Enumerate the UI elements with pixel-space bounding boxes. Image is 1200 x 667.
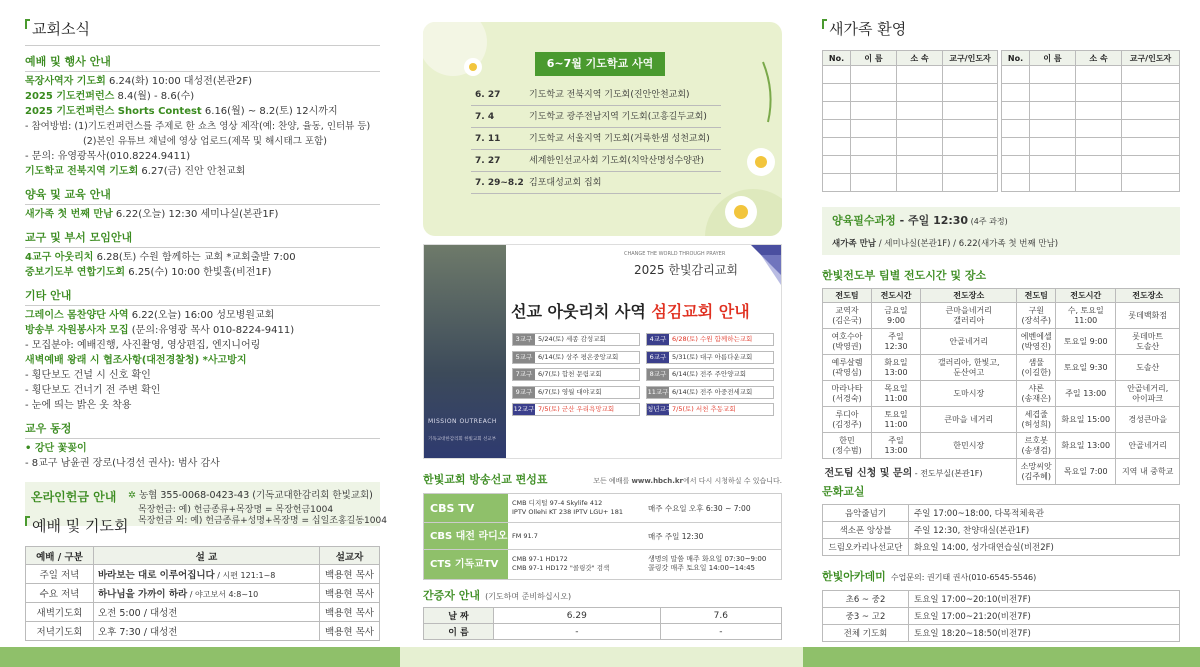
table-row (823, 625, 1180, 642)
outreach-detail: 6/14(토) 전주 주안양교회 (672, 370, 747, 378)
academy-schedule: 토요일 17:00~20:10(비전7F) (909, 591, 1180, 608)
witness-name: - (660, 624, 781, 640)
worship-section (25, 515, 380, 641)
witness-title: 간증자 안내 (423, 589, 480, 602)
church-news-title: 교회소식 (25, 18, 385, 39)
outreach-detail: 6/7(토) 합천 문림교회 (538, 370, 602, 378)
table-row (26, 565, 380, 584)
mission-title-b: 섬김교회 안내 (651, 302, 750, 321)
evangelism-cell: 한민시장 (921, 433, 1017, 459)
header-name: 이 름 (1030, 51, 1076, 66)
account-owner: (기독교대한감리회 한빛교회) (252, 490, 373, 501)
broadcast-table (423, 493, 782, 580)
newcomer-title: 새가족 환영 (822, 18, 1180, 39)
evangelism-cell: 롯데백화점 (1116, 303, 1180, 329)
members-heading: 교우 동정 (25, 422, 72, 435)
nurture-1-name: 새가족 첫 번째 만남 (25, 209, 113, 220)
witness-header-date: 날 짜 (424, 608, 494, 624)
mission-outreach-label: MISSION OUTREACH (428, 418, 497, 425)
newcomer-meet-detail: / 세미나실(본관1F) / 6.22(새가족 첫 번째 만남) (876, 239, 1059, 249)
class-schedule: 주일 12:30, 찬양대실(본관1F) (909, 522, 1180, 539)
evangelism-cell: 안골네거리 (1116, 433, 1180, 459)
outreach-group: 9교구 (513, 387, 535, 398)
prayer-school-list (471, 84, 721, 194)
header-group: 소 속 (1076, 51, 1122, 66)
worship-type: 주일 저녁 (26, 565, 94, 584)
outreach-right-list (646, 333, 774, 421)
table-row (424, 494, 781, 523)
evangelism-title: 한빛전도부 팀별 전도시간 및 장소 (822, 269, 987, 282)
outreach-left-list (512, 333, 640, 421)
outreach-detail: 5/24(토) 세종 감성교회 (538, 335, 606, 343)
etc-3-line-1: - 횡단보도 건널 시 신호 확인 (25, 370, 151, 381)
etc-2-detail: (문의:유영광 목사 010-8224-9411) (131, 325, 295, 336)
preacher: 백용현 목사 (320, 622, 380, 641)
bank-icon: ✲ (128, 490, 136, 501)
outreach-detail: 6/14(토) 전주 아중전세교회 (672, 387, 753, 396)
event-4-detail: 6.27(금) 진안 안천교회 (141, 166, 246, 177)
event-2-detail: 8.4(월) - 8.6(수) (117, 91, 195, 102)
evangelism-cell: 루디아 (김정주) (823, 407, 872, 433)
evangelism-header: 전도시간 (1056, 289, 1116, 303)
evangelism-cell: 주일 12:30 (872, 329, 921, 355)
evangelism-header: 전도장소 (1116, 289, 1180, 303)
table-row (823, 459, 1180, 485)
etc-3-line-3: - 눈에 띄는 밝은 옷 착용 (25, 400, 132, 411)
newcomer-meet-label: 새가족 만남 (832, 239, 877, 249)
academy-contact: 수업문의: 권기태 권사(010-6545-5546) (890, 573, 1037, 582)
mission-dept-label: 기독교대한감리회 한빛교회 선교부 (428, 437, 497, 442)
nurture-heading: 양육 및 교육 안내 (25, 188, 111, 201)
evangelism-cell: 도마시장 (921, 381, 1017, 407)
list-item (471, 128, 721, 150)
newcomer-section (822, 18, 1180, 192)
mission-title-a: 선교 아웃리치 사역 (511, 302, 652, 321)
evangelism-cell: 도솔산 (1116, 355, 1180, 381)
school-event: 기도학교 광주전남지역 기도회(고흥길두교회) (529, 112, 707, 122)
table-row (823, 381, 1180, 407)
list-item (512, 368, 640, 381)
evangelism-cell: 토요일 9:00 (1056, 329, 1116, 355)
website-link[interactable]: www.hbch.kr (631, 477, 683, 485)
evangelism-cell: 주일 13:00 (872, 433, 921, 459)
broadcast-note-c: 에서 다시 시청하실 수 있습니다. (682, 477, 782, 485)
class-name: 색소폰 앙상블 (823, 522, 909, 539)
class-name: 음악줄넘기 (823, 505, 909, 522)
evangelism-cell: 주일 13:00 (1056, 381, 1116, 407)
table-row (26, 584, 380, 603)
list-item (646, 403, 774, 416)
header-guide: 교구/인도자 (1122, 51, 1180, 66)
evangelism-cell: 큰마을네거리 갤러리아 (921, 303, 1017, 329)
list-item (471, 150, 721, 172)
outreach-group: 11교구 (647, 387, 669, 396)
worship-type: 새벽기도회 (26, 603, 94, 622)
newcomer-table-left (822, 50, 998, 192)
table-row (424, 550, 781, 579)
table-row (823, 539, 1180, 556)
etc-1-detail: 6.22(오늘) 16:00 성모병원교회 (131, 310, 275, 321)
event-3-method-2: (2)본인 유튜브 채널에 영상 업로드(제목 및 해시태그 포함) (83, 136, 327, 147)
dept-1-name: 4교구 아웃리치 (25, 252, 94, 263)
evangelism-cell: 토요일 9:30 (1056, 355, 1116, 381)
evangelism-table (822, 288, 1180, 485)
evangelism-cell: 마라나타 (서경숙) (823, 381, 872, 407)
event-3-method-1: - 참여방법: (1)기도컨퍼런스를 주제로 한 쇼츠 영상 제작(예: 찬양, 율동, 인터뷰 등) (25, 121, 371, 132)
corner-decoration (741, 245, 781, 305)
prayer-school-card (423, 22, 782, 236)
table-row (26, 603, 380, 622)
list-item (646, 386, 774, 399)
school-date: 7. 11 (475, 134, 501, 144)
outreach-group: 12교구 (513, 405, 535, 413)
witness-table (423, 607, 782, 640)
dept-1-detail: 6.28(토) 수원 함께하는 교회 *교회출발 7:00 (96, 252, 296, 263)
evangelism-cell: 소망씨앗 (김주혜) (1017, 459, 1056, 485)
evangelism-cell: 토요일 11:00 (872, 407, 921, 433)
evangelism-cell: 안골네거리 (921, 329, 1017, 355)
outreach-group: 8교구 (647, 369, 669, 380)
preacher: 백용현 목사 (320, 584, 380, 603)
class-schedule: 화요일 14:00, 성가대연습실(비전2F) (909, 539, 1180, 556)
offering-line-1: 목장헌금: 예) 헌금종류+목장명 = 목장헌금1004 (138, 505, 334, 515)
church-news-column (25, 0, 385, 471)
training-weeks: (4주 과정) (968, 217, 1008, 226)
evangelism-cell: 화요일 15:00 (1056, 407, 1116, 433)
worship-time: 오전 5:00 / 대성전 (98, 608, 178, 619)
table-row (823, 303, 1180, 329)
preacher: 백용현 목사 (320, 603, 380, 622)
etc-3-name: 새벽예배 왕래 시 협조사항(대전경찰청) *사고방지 (25, 355, 247, 366)
event-3-detail: 6.16(월) ~ 8.2(토) 12시까지 (204, 106, 338, 117)
evangelism-cell: 교역자 (김은국) (823, 303, 872, 329)
list-item (471, 84, 721, 106)
evangelism-cell: 롯데마트 도솔산 (1116, 329, 1180, 355)
witness-name: - (494, 624, 661, 640)
list-item (512, 386, 640, 399)
evangelism-cell: 르호봇 (송생검) (1017, 433, 1056, 459)
school-event: 세계한인선교사회 기도회(치악산명성수양관) (529, 156, 705, 166)
list-item (646, 368, 774, 381)
event-3-contact: - 문의: 유영광목사(010.8224.9411) (25, 151, 191, 162)
evangelism-cell: 한민 (정수범) (823, 433, 872, 459)
evangelism-header: 전도팀 (823, 289, 872, 303)
table-row (823, 522, 1180, 539)
evangelism-cell: 세겹줄 (허성희) (1017, 407, 1056, 433)
evangelism-section (822, 267, 1180, 485)
school-date: 7. 27 (475, 156, 501, 166)
school-event: 김포대성교회 집회 (529, 178, 602, 188)
evangelism-cell: 큰마을 네거리 (921, 407, 1017, 433)
class-name: 드림오카리나선교단 (823, 539, 909, 556)
etc-3-line-2: - 횡단보도 건너기 전 주변 확인 (25, 385, 161, 396)
etc-1-name: 그레이스 몸찬양단 사역 (25, 310, 129, 321)
channel-info: FM 91.7 (512, 532, 538, 540)
table-row (424, 523, 781, 550)
broadcast-time: 매주 주일 12:30 (648, 532, 704, 541)
table-row (823, 329, 1180, 355)
broadcast-note-a: 모든 예배를 (593, 477, 632, 485)
broadcast-section (423, 471, 782, 580)
academy-title: 한빛아카데미 (822, 570, 886, 583)
outreach-group: 3교구 (513, 334, 535, 345)
offering-line-2: 목장헌금 외: 예) 헌금종류+성명+목장명 = 십일조홍길동1004 (138, 516, 387, 526)
list-item (471, 106, 721, 128)
school-date: 7. 4 (475, 112, 495, 122)
header-no: No. (1002, 51, 1030, 66)
witness-header-name: 이 름 (424, 624, 494, 640)
header-name: 이 름 (851, 51, 897, 66)
mission-photo (424, 245, 506, 459)
school-date: 7. 29~8.2 (475, 178, 524, 188)
event-4-name: 기도학교 전북지역 기도회 (25, 166, 139, 177)
witness-section (423, 584, 782, 640)
evangelism-cell: 에벤에셀 (박영진) (1017, 329, 1056, 355)
evangelism-apply-detail: - 전도부실(본관1F) (912, 469, 983, 479)
evangelism-cell: 안골네거리, 아이파크 (1116, 381, 1180, 407)
training-time: - 주일 12:30 (895, 214, 969, 227)
witness-date: 6.29 (494, 608, 661, 624)
outreach-detail: 6/7(토) 영월 대야교회 (538, 387, 602, 396)
etc-heading: 기타 안내 (25, 289, 72, 302)
evangelism-cell: 목요일 11:00 (872, 381, 921, 407)
dept-heading: 교구 및 부서 모임안내 (25, 231, 133, 244)
evangelism-cell: 예루살렘 (곽영심) (823, 355, 872, 381)
list-item (512, 403, 640, 416)
nurture-1-detail: 6.22(오늘) 12:30 세미나실(본관1F) (115, 209, 279, 220)
academy-grade: 중3 ~ 고2 (823, 608, 909, 625)
outreach-group: 7교구 (513, 369, 535, 380)
worship-title: 예배 및 기도회 (25, 515, 380, 536)
channel-info: CMB 97-1 HD172 "콜링갓" 검색 (512, 564, 610, 572)
sermon-title: 하나님을 가까이 하라 (98, 589, 188, 600)
header-guide: 교구/인도자 (943, 51, 998, 66)
event-1-detail: 6.24(화) 10:00 대성전(본관2F) (108, 76, 253, 87)
outreach-detail: 6/28(토) 수원 함께하는교회 (672, 335, 753, 343)
evangelism-cell: 여호수아 (박영권) (823, 329, 872, 355)
table-row (823, 355, 1180, 381)
sermon-ref: / 시편 121:1~8 (214, 571, 276, 580)
culture-table (822, 504, 1180, 556)
members-1-detail: - 8교구 남윤권 장로(나경선 권사): 범사 감사 (25, 458, 220, 469)
outreach-group: 5교구 (513, 352, 535, 363)
worship-header-preacher: 설교자 (320, 547, 380, 565)
evangelism-cell: 목요일 7:00 (1056, 459, 1116, 485)
evangelism-apply-label: 전도팀 신청 및 문의 (824, 468, 913, 480)
class-schedule: 주일 17:00~18:00, 다목적체육관 (909, 505, 1180, 522)
mission-church: 2025 한빛감리교회 (634, 263, 738, 277)
newcomer-table-right (1001, 50, 1180, 192)
worship-header-type: 예배 / 구분 (26, 547, 94, 565)
table-row (823, 407, 1180, 433)
broadcast-title: 한빛교회 방송선교 편성표 (423, 473, 548, 486)
evangelism-cell: 구원 (장석주) (1017, 303, 1056, 329)
training-box (822, 207, 1180, 255)
footer-bar-middle (400, 647, 803, 667)
evangelism-cell: 금요일 9:00 (872, 303, 921, 329)
school-date: 6. 27 (475, 90, 501, 100)
evangelism-cell: 화요일 13:00 (1056, 433, 1116, 459)
event-1-name: 목장사역자 기도회 (25, 76, 106, 87)
worship-table (25, 546, 380, 641)
evangelism-header: 전도팀 (1017, 289, 1056, 303)
academy-schedule: 토요일 17:00~21:20(비전7F) (909, 608, 1180, 625)
header-no: No. (823, 51, 851, 66)
outreach-detail: 6/14(토) 상주 평온중앙교회 (538, 352, 619, 361)
evangelism-cell: 경성큰마을 (1116, 407, 1180, 433)
channel-info: CMB 97-1 HD172 (512, 555, 568, 563)
preacher: 백용현 목사 (320, 565, 380, 584)
event-2-name: 2025 기도컨퍼런스 (25, 91, 115, 102)
sermon-ref: / 야고보서 4:8~10 (187, 590, 259, 599)
witness-date: 7.6 (660, 608, 781, 624)
channel-name: CTS 기독교TV (424, 550, 508, 579)
broadcast-time: 생명의 말씀 매주 화요일 07:30~9:00 (648, 555, 767, 563)
channel-info: IPTV Ollehi KT 238 IPTV LGU+ 181 (512, 508, 623, 516)
footer-bar-left (0, 647, 400, 667)
table-row (823, 591, 1180, 608)
academy-table (822, 590, 1180, 642)
channel-info: CMB 디지털 97-4 Skylife 412 (512, 499, 603, 507)
dept-2-detail: 6.25(수) 10:00 한빛홀(비전1F) (128, 267, 272, 278)
academy-grade: 전체 기도회 (823, 625, 909, 642)
list-item (646, 351, 774, 364)
mission-tagline: CHANGE THE WORLD THROUGH PRAYER (624, 251, 726, 257)
evangelism-cell: 샘물 (이길한) (1017, 355, 1056, 381)
list-item (471, 172, 721, 194)
evangelism-header: 전도시간 (872, 289, 921, 303)
members-1-name: • 강단 꽃꽂이 (25, 443, 87, 454)
etc-2-name: 방송부 자원봉사자 모집 (25, 325, 129, 336)
academy-schedule: 토요일 18:20~18:50(비전7F) (909, 625, 1180, 642)
evangelism-header: 전도장소 (921, 289, 1017, 303)
culture-section (822, 483, 1180, 556)
broadcast-time: 콜링갓 매주 토요일 14:00~14:45 (648, 564, 755, 572)
table-row (823, 433, 1180, 459)
mission-outreach-card (423, 244, 782, 459)
event-3-name: 2025 기도컨퍼런스 Shorts Contest (25, 106, 202, 117)
events-heading: 예배 및 행사 안내 (25, 55, 111, 68)
outreach-detail: 7/5(토) 서천 추동교회 (672, 405, 736, 413)
sermon-title: 바라보는 대로 이루어집니다 (98, 570, 215, 581)
list-item (512, 351, 640, 364)
prayer-school-title: 6~7월 기도학교 사역 (535, 52, 665, 76)
school-event: 기도학교 서울지역 기도회(거룩한샘 성천교회) (529, 134, 710, 144)
table-row (823, 608, 1180, 625)
bank-account: 농협 355-0068-0423-43 (139, 490, 250, 501)
outreach-detail: 7/5(토) 군산 우리욕망교회 (538, 405, 615, 413)
evangelism-cell: 수, 토요일 11:00 (1056, 303, 1116, 329)
etc-2-fields: - 모집분야: 예배진행, 사진촬영, 영상편집, 엔지니어링 (25, 340, 261, 351)
worship-header-sermon: 설 교 (94, 547, 320, 565)
worship-type: 저녁기도회 (26, 622, 94, 641)
evangelism-cell: 화요일 13:00 (872, 355, 921, 381)
channel-name: CBS TV (424, 494, 508, 522)
outreach-group: 4교구 (647, 334, 669, 345)
list-item (512, 333, 640, 346)
academy-section (822, 565, 1180, 642)
online-offering-title: 온라인헌금 안내 (31, 490, 117, 504)
evangelism-cell: 지역 내 중학교 (1116, 459, 1180, 485)
academy-grade: 초6 ~ 중2 (823, 591, 909, 608)
dept-2-name: 중보기도부 연합기도회 (25, 267, 126, 278)
outreach-group: 6교구 (647, 352, 669, 363)
school-event: 기도학교 전북지역 기도회(진안안천교회) (529, 90, 690, 100)
evangelism-cell: 갤러리아, 한빛고, 둔산여고 (921, 355, 1017, 381)
outreach-group: 청년교구 (647, 405, 673, 413)
header-group: 소 속 (897, 51, 943, 66)
broadcast-time: 매주 수요일 오후 6:30 ~ 7:00 (648, 504, 751, 513)
table-row (26, 622, 380, 641)
witness-sub: (기도하며 준비하십시오) (485, 592, 572, 601)
outreach-detail: 5/31(토) 대구 아름다운교회 (672, 352, 753, 361)
worship-type: 수요 저녁 (26, 584, 94, 603)
table-row (823, 505, 1180, 522)
training-name: 양육필수과정 (832, 214, 896, 227)
channel-name: CBS 대전 라디오 (424, 523, 508, 549)
footer-bar-right (803, 647, 1200, 667)
culture-title: 문화교실 (822, 485, 865, 498)
worship-time: 오후 7:30 / 대성전 (98, 627, 178, 638)
evangelism-cell: 샤론 (송재은) (1017, 381, 1056, 407)
list-item (646, 333, 774, 346)
